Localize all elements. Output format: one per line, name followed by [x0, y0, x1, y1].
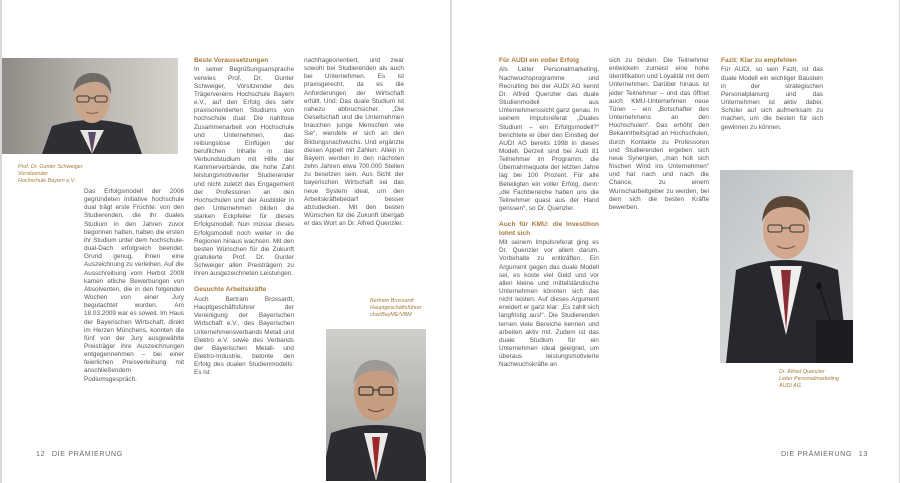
- photo1-caption: [18, 164, 83, 184]
- section-heading: Gesuchte Arbeitskräfte: [194, 286, 267, 294]
- portrait-image: [720, 170, 853, 363]
- folio-right: [781, 449, 872, 458]
- page-number: 13: [858, 449, 868, 458]
- caption-line: Dr. Alfred Quenzler: [779, 369, 825, 375]
- body-text: Das Erfolgsmodell der 2006 gegründeten Initiative hochschule dual trägt erste Früchte: von den Studierenden, die ihr duales Studium in den Jahren zuvor begonnen hatten, haben die ersten ihr Studium unter dem hochschule-dual-Dach erfolgreich beendet. Grund genug, ihnen eine Auszeichnung zu verleihen. Auf die Ausschreibung vom Herbst 2008 kamen etliche Bewerbungen von Absolventen, die in den folgenden Wochen von einer Jury begutachtet wurden. Am 18.03.2009 war es soweit. Im Haus der Bayerischen Wirtschaft, direkt im Herzen Münchens, konnten die fünf von der Jury ausgewählte Preisträger ihre Auszeichnungen entgegennehmen – bei einer feierlichen Preisverleihung mit anschließendem Podiumsgespräch.: [84, 188, 184, 383]
- section-label: DIE PRÄMIERUNG: [51, 449, 123, 458]
- left-col1: [84, 188, 184, 384]
- body-text: nachfrageorientiert, und zwar sowohl bei Studierenden als auch bei Unternehmen. Es ist praxisgerecht, da es die Anforderungen der Wirtschaft erfüllt. Und: Das duale Studium ist nahezu abbruchsicher. „Die Gesellschaft und die Unternehmen brauchen junge Menschen wie Sie“, wendete er sich an den Bildungsnachwuchs. Und ergänzte diesen Appell mit Zahlen: Allein in Bayern werden in den nächsten zehn Jahren etwa 700.000 Stellen zu besetzen sein. Aus Sicht der bayerischen Wirtschaft sei das neue System ideal, um den Arbeitskräftebedarf besser abzudecken. Mit den besten Wünschen für die Zukunft übergab er das Wort an Dr. Alfred Quenzler.: [304, 57, 404, 228]
- caption-line: Vorsitzender: [18, 170, 49, 177]
- photo3-caption: [779, 369, 839, 389]
- caption-line: Prof. Dr. Gunter Schweiger: [18, 164, 83, 170]
- body-text: Für AUDI, so sein Fazit, ist das duale Modell ein wichtiger Baustein in der strategischen Personalplanung und das Unternehmen ist aktiv dabei, Schüler auf sich aufmerksam zu machen, um die besten für sich gewinnen zu können.: [721, 66, 823, 131]
- caption-line: Bertram Brossardt: [370, 298, 414, 304]
- right-col2: [609, 57, 709, 212]
- body-text: Auch Bertram Brossardt, Hauptgeschäftsführer der Vereinigung der Bayerischen Wirtschaft e.V., des Bayerischen Unternehmensverbands Metall und Elektro e.V. sowie des Verbands der Bayerischen Metall- und Elektro-Industrie, betonte den Erfolg des dualen Studienmodells: Es ist: [194, 295, 294, 377]
- left-col2: [194, 57, 294, 377]
- photo-alfred-quenzler: [720, 170, 853, 363]
- magazine-spread: [1, 0, 899, 483]
- section-heading: Beste Voraussetzungen: [194, 57, 269, 64]
- left-col3: [304, 57, 404, 228]
- photo-bertram-brossardt: [326, 329, 426, 481]
- portrait-image: [2, 58, 178, 154]
- body-text: sich zu binden. Die Teilnehmer entwickeln zumeist eine hohe Identifikation und Loyalität mit dem Unternehmen. Darüber hinaus ist jeder Teilnehmer – und das öffnet auch KMU-Unternehmen neue Türen – ein „Botschafter des Unternehmens an den Hochschulen“. Das erhöht den Bekanntheitsgrad an Hochschulen, durch Kontakte zu Professoren und Studierenden ergeben sich neue Synergien, „man holt sich frischen Wind ins Unternehmen“ und hat nach und nach die Chance, zu einem Wunscharbeitgeber zu werden, bei dem sich die besten Kräfte bewerben.: [609, 57, 709, 211]
- body-text: Als Leiter Personalmarketing, Nachwuchsprogramme und Recruiting bei der AUDI AG kennt Dr. Alfred Quenzler das duale Studienmodell aus Unternehmenssicht ganz genau. In seinem Impulsreferat „Duales Studium – ein Erfolgsmodell?“ berichtete er über den Einstieg der AUDI AG bereits 1998 in dieses Modell. Derzeit sind bei Audi 81 Teilnehmer im Programm, die Übernahmequote der letzten Jahre lag bei 100 Prozent. Für alle Beteiligten ein voller Erfolg, denn: „die Fachbereiche haben uns die Teilnehmer quasi aus der Hand gerissen“, so Dr. Quenzler.: [499, 66, 599, 213]
- portrait-image: [326, 329, 426, 481]
- section-heading: Fazit: Klar zu empfehlen: [721, 57, 797, 64]
- caption-line: Hochschule Bayern e.V.: [18, 177, 76, 184]
- caption-line: Hauptgeschäftsführer: [370, 304, 422, 311]
- left-page: [2, 0, 450, 483]
- page-number: 12: [36, 449, 46, 458]
- body-text: Mit seinem Impulsreferat ging es Dr. Quenzler vor allem darum, Vorbehalte zu entkräften. Ein Argument gegen das duale Modell sei, es koste viel Geld und vor allen kleine und mittelständische Unternehmen könnten sich das nicht leisten. Auf dieses Argument erwidert er ganz klar: „Es zahlt sich langfristig aus!“. Die Studierenden lernen viele Bereiche kennen und arbeiten aktiv mit. Zudem ist das duale Studium für ein Unternehmen ideal geeignet, um überaus leistungsmotivierte Nachwuchskräfte an: [499, 239, 599, 369]
- section-heading: Auch für KMU: die Investition lohnt sich: [499, 221, 599, 237]
- section-heading: Für AUDI ein voller Erfolg: [499, 57, 579, 64]
- caption-line: AUDI AG: [779, 382, 801, 389]
- folio-left: [32, 449, 123, 458]
- body-text: In seiner Begrüßungsansprache verwies Prof. Dr. Gunter Schweiger, Vorsitzender des Trägervereins Hochschule Bayern e.V., auf den Erfolg des sehr praxisorientierten Studiums von hochschule dual: Die nahtlose Zusammenarbeit von Hochschule und Unternehmen, das reibungslose Einfügen der beruflichen Inhalte in das Verbundstudium mit Hilfe der Kammerverbände, die hohe Zahl leistungsmotivierter Studierender und nicht zuletzt das Engagement der Professoren an den Hochschulen und der Ausbilder in den Unternehmen bilden die starken Eckpfeiler für dieses Erfolgsmodell. Nun müsse dieses Erfolgsmodell noch weiter in die Regionen hinaus wachsen. Mit den besten Wünschen für die Zukunft gratulierte Prof. Dr. Gunter Schweiger allen Preisträgern zu ihren ausgezeichneten Leistungen.: [194, 66, 294, 278]
- caption-line: Leiter Personalmarketing: [779, 375, 839, 382]
- right-col1: [499, 57, 599, 370]
- right-col3: [721, 57, 823, 132]
- photo2-caption: [370, 298, 422, 318]
- photo-gunter-schweiger: [2, 58, 178, 154]
- section-label: DIE PRÄMIERUNG: [781, 449, 853, 458]
- caption-line: vbw/BayME/VBM: [370, 311, 412, 318]
- right-page: [452, 0, 899, 483]
